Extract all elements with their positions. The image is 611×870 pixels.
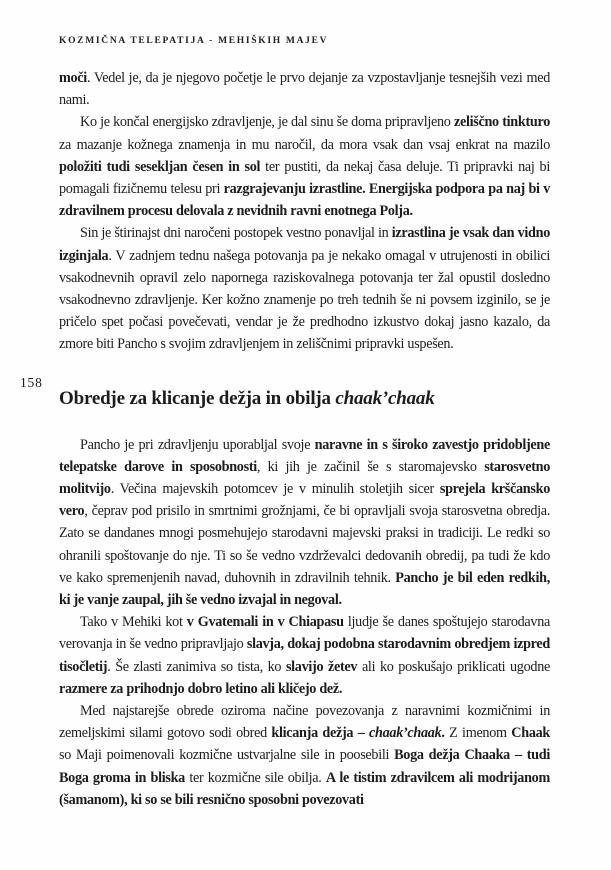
text-run: . Vedel je, da je njegovo početje le prvo dejanje za vzpostavljanje tesnejših vezi med nami. bbox=[59, 70, 550, 109]
text-run: ljudje še danes spoštujejo starodavna verovanja in še vedno pripravljajo bbox=[59, 614, 550, 653]
text-run: v Gvatemali in v Chiapasu bbox=[186, 614, 344, 631]
text-run: Med najstarejše obrede oziroma načine povezovanja z naravnimi kozmičnimi in zemeljskimi silami gotovo sodi obred bbox=[59, 703, 550, 742]
text-run: . bbox=[441, 725, 445, 742]
text-run: Sin je štirinajst dni naročeni postopek vestno ponavljal in bbox=[80, 225, 392, 242]
page-content bbox=[20, 67, 551, 811]
text-run: za mazanje kožnega znamenja in mu naročil, da mora vsak dan vsaj enkrat na mazilo bbox=[59, 136, 550, 153]
text-run: . Še zlasti zanimiva so tista, ko bbox=[107, 658, 286, 675]
text-run: Chaak bbox=[511, 725, 550, 742]
text-run: Ko je končal energijsko zdravljenje, je dal sinu še doma pripravljeno bbox=[80, 114, 454, 131]
text-run: Boga dežja Chaaka – tudi Boga groma in bliska bbox=[59, 747, 550, 786]
text-run: , ki jih je začinil še s staromajevsko bbox=[256, 458, 485, 475]
paragraph bbox=[59, 611, 550, 700]
text-run: izrastlina je vsak dan vidno izginjala bbox=[59, 225, 551, 264]
text-run: sprejela krščansko vero bbox=[59, 481, 550, 520]
text-run: klicanja dežja – bbox=[271, 725, 370, 742]
text-run: Pancho je pri zdravljenju uporabljal svoje bbox=[80, 436, 315, 453]
text-run: . Večina majevskih potomcev je v minulih stoletjih sicer bbox=[110, 481, 440, 498]
text-run: chaak’chaak bbox=[335, 387, 435, 409]
text-run: razgrajevanju izrastline. Energijska podpora pa naj bi v zdravilnem procesu delovala z nevidnih ravni enotnega Polja. bbox=[59, 181, 551, 220]
text-run: položiti tudi sesekljan česen in sol bbox=[59, 158, 261, 175]
page-number: 158 bbox=[20, 374, 43, 390]
text-run: zeliščno tinkturo bbox=[453, 114, 550, 131]
text-run: chaak’chaak bbox=[369, 725, 442, 742]
text-run: razmere za prihodnjo dobro letino ali kličejo dež. bbox=[59, 680, 343, 697]
text-run: moči bbox=[59, 70, 87, 86]
text-run: Tako v Mehiki kot bbox=[80, 614, 187, 631]
text-run: slavijo žetev bbox=[285, 658, 358, 675]
paragraph bbox=[59, 111, 550, 222]
paragraph bbox=[59, 700, 550, 811]
text-run: . V zadnjem tednu našega potovanja pa je nekako omagal v utrujenosti in obilici vsakodnevnih opravil zelo napornega raziskovalnega potovanja ter žal opustil dosledno vsakodnevno zdravljenje. Ker kožno znamenje po treh tednih še ni povsem izginilo, se je pričelo spet počasi povečevati, vendar je že predhodno izkustvo dokaj jasno kazalo, da zmore biti Pancho s svojim zdravljenjem in zeliščnimi pripravki uspešen. bbox=[59, 247, 550, 353]
text-run: A le tistim zdravilcem ali modrijanom (šamanom), ki so se bili resnično sposobni povezovati bbox=[59, 769, 550, 808]
text-run: , čeprav pod prisilo in smrtnimi grožnjami, če bi opravljali svoja starosvetna obredja. Zato se dandanes mnogi posmehujejo starodavni majevski praksi in tradiciji. Le redki so ohranili spoštovanje do nje. Ti so še vedno vzdrževalci dedovanih obredij, pa tudi že kdo ve kako spremenjenih navad, duhovnih in zdravilnih tehnik. bbox=[59, 503, 550, 586]
text-run: ter kozmične sile obilja. bbox=[184, 769, 326, 786]
text-run: ali ko poskušajo priklicati ugodne bbox=[357, 658, 550, 675]
paragraph bbox=[59, 222, 550, 355]
text-run: slavja, dokaj podobna starodavnim obredjem izpred tisočletij bbox=[59, 636, 550, 675]
text-run: Obredje za klicanje dežja in obilja bbox=[59, 387, 336, 409]
text-run: Pancho je bil eden redkih, ki je vanje zaupal, jih še vedno izvajal in negoval. bbox=[59, 569, 550, 609]
text-run: Z imenom bbox=[444, 725, 512, 742]
text-run: ter pustiti, da nekaj časa deluje. Ti pripravki naj bi pomagali fizičnemu telesu pri bbox=[59, 158, 550, 198]
text-run: naravne in s široko zavestjo pridobljene telepatske darove in sposobnosti bbox=[59, 436, 550, 475]
text-run: so Maji poimenovali kozmične ustvarjalne sile in poosebili bbox=[59, 747, 395, 764]
paragraph bbox=[59, 434, 550, 612]
text-run: starosvetno molitvijo bbox=[59, 458, 550, 498]
paragraph bbox=[59, 67, 550, 111]
section-heading bbox=[20, 374, 550, 410]
running-header: KOZMIČNA TELEPATIJA - MEHIŠKIH MAJEV bbox=[59, 36, 329, 46]
